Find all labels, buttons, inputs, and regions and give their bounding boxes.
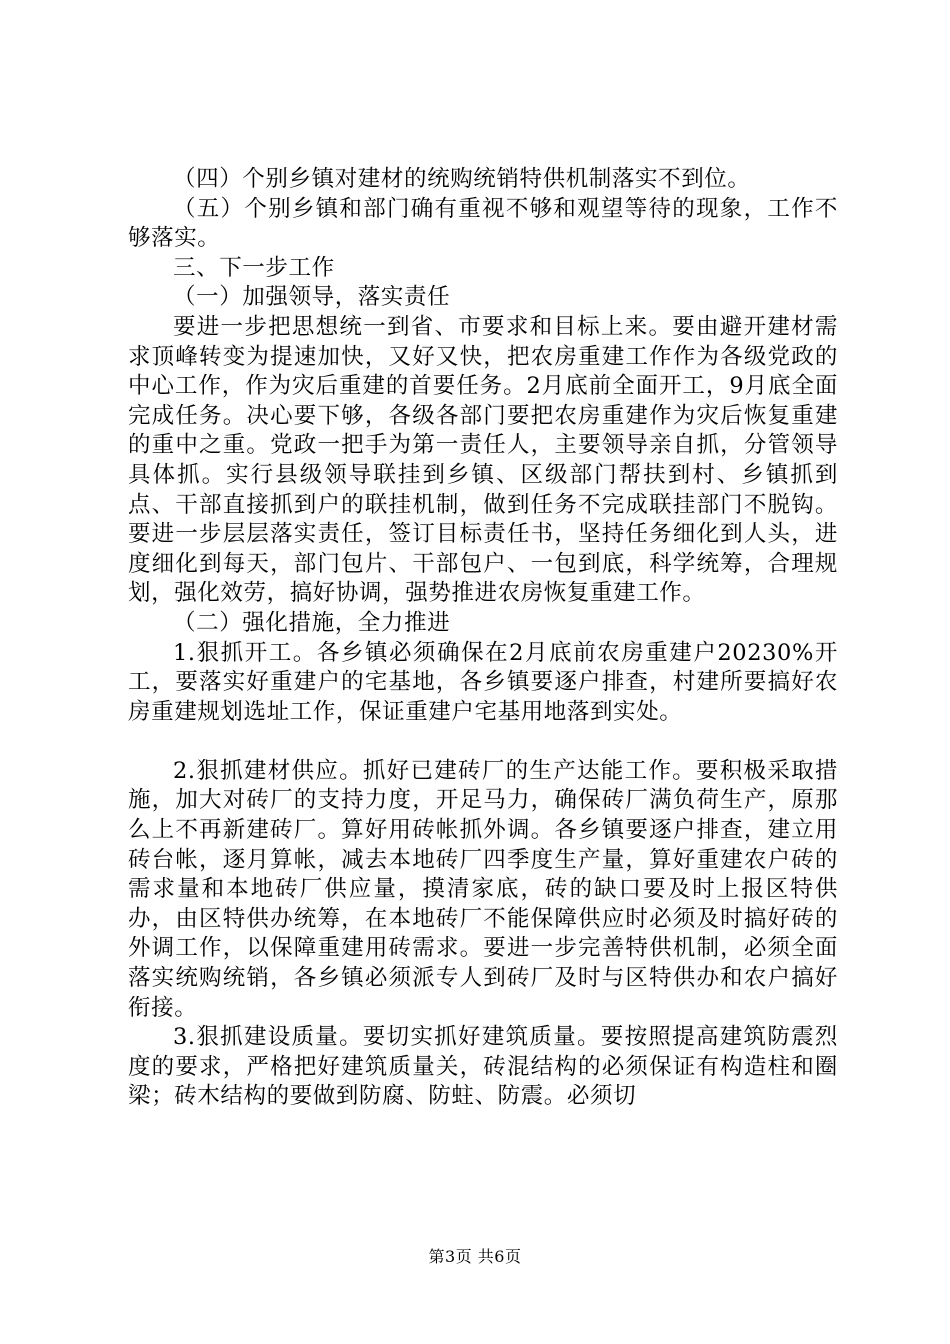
page-number-label: 第3页 共6页 xyxy=(428,1247,522,1266)
paragraph-item-2: 2.狠抓建材供应。抓好已建砖厂的生产达能工作。要积极采取措施，加大对砖厂的支持力度，开足马力，确保砖厂满负荷生产，原那么上不再新建砖厂。算好用砖帐抓外调。各乡镇要逐户排查，建立用砖台帐，逐月算帐，减去本地砖厂四季度生产量，算好重建农户砖的需求量和本地砖厂供应量，摸清家底，砖的缺口要及时上报区特供办，由区特供办统筹，在本地砖厂不能保障供应时必须及时搞好砖的外调工作，以保障重建用砖需求。要进一步完善特供机制，必须全面落实统购统销，各乡镇必须派专人到砖厂及时与区特供办和农户搞好衔接。 xyxy=(128,757,838,1021)
paragraph-issue-4: （四）个别乡镇对建材的统购统销特供机制落实不到位。 xyxy=(173,166,751,192)
section-heading-next-steps: 三、下一步工作 xyxy=(173,254,335,281)
subheading-leadership: （一）加强领导，落实责任 xyxy=(173,284,451,311)
paragraph-issue-5: （五）个别乡镇和部门确有重视不够和观望等待的现象，工作不够落实。 xyxy=(128,195,838,252)
document-body xyxy=(128,165,838,1112)
paragraph-item-3: 3.狠抓建设质量。要切实抓好建筑质量。要按照提高建筑防震烈度的要求，严格把好建筑质量关，砖混结构的必须保证有构造柱和圈梁；砖木结构的要做到防腐、防蛀、防震。必须切 xyxy=(128,1024,838,1110)
paragraph-leadership: 要进一步把思想统一到省、市要求和目标上来。要由避开建材需求顶峰转变为提速加快，又好又快，把农房重建工作作为各级党政的中心工作，作为灾后重建的首要任务。2月底前全面开工，9月底全面完成任务。决心要下够，各级各部门要把农房重建作为灾后恢复重建的重中之重。党政一把手为第一责任人，主要领导亲自抓，分管领导具体抓。实行县级领导联挂到乡镇、区级部门帮扶到村、乡镇抓到点、干部直接抓到户的联挂机制，做到任务不完成联挂部门不脱钩。要进一步层层落实责任，签订目标责任书，坚持任务细化到人头，进度细化到每天，部门包片、干部包户、一包到底，科学统筹，合理规划，强化效劳，搞好协调，强势推进农房恢复重建工作。 xyxy=(128,313,838,607)
page-footer xyxy=(0,1247,950,1267)
subheading-measures: （二）强化措施，全力推进 xyxy=(173,609,451,636)
paragraph-item-1: 1.狠抓开工。各乡镇必须确保在2月底前农房重建户20230%开工，要落实好重建户的宅基地，各乡镇要逐户排查，村建所要搞好农房重建规划选址工作，保证重建户宅基用地落到实处。 xyxy=(128,639,838,725)
